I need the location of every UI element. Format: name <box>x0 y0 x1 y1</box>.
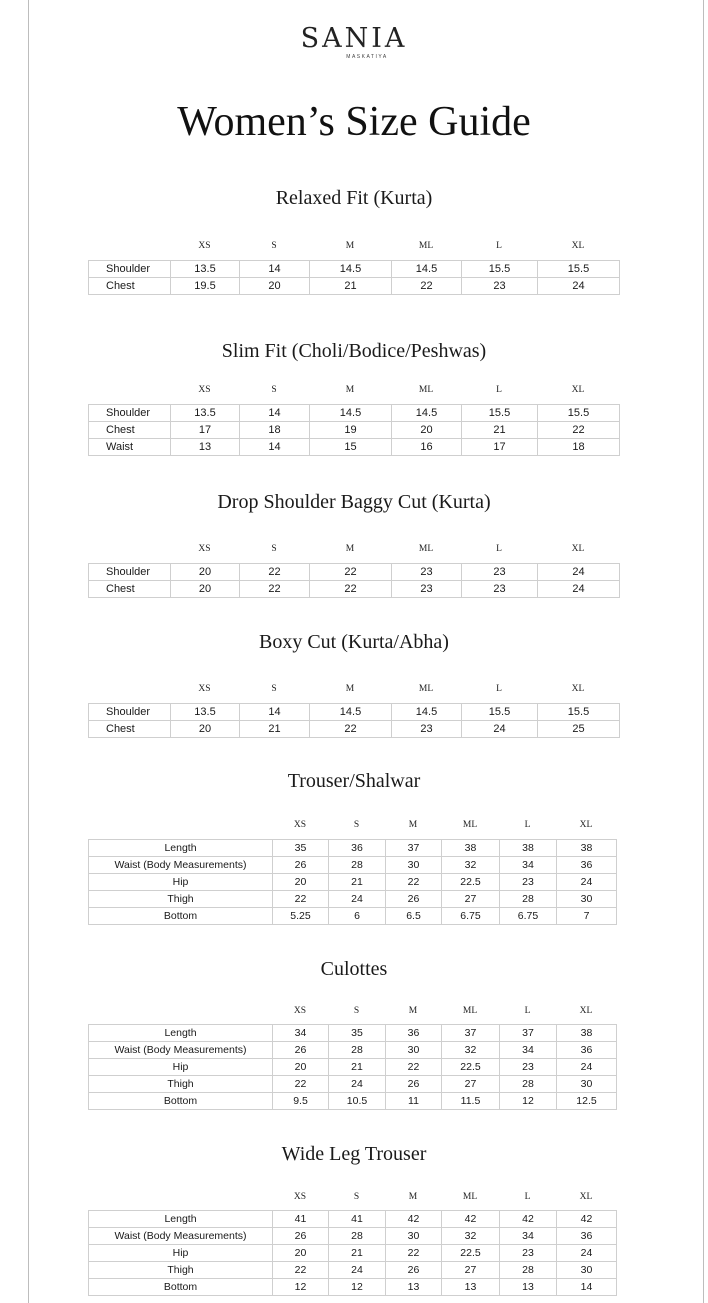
table-row <box>89 278 620 295</box>
section-title-trouser-shalwar: Trouser/Shalwar <box>287 770 421 792</box>
size-header-xs: XS <box>198 241 211 251</box>
measurement-cell: 42 <box>557 1211 617 1228</box>
measurement-cell: 27 <box>442 1076 500 1093</box>
size-header-s: S <box>271 544 277 554</box>
measurement-cell: 14 <box>557 1279 617 1296</box>
measurement-cell: 23 <box>462 581 538 598</box>
table-row <box>89 1279 617 1296</box>
measurement-cell: 11.5 <box>442 1093 500 1110</box>
measurement-cell: 15.5 <box>538 704 620 721</box>
measurement-cell: 42 <box>386 1211 442 1228</box>
table-row <box>89 1093 617 1110</box>
measurement-cell: 14 <box>240 439 310 456</box>
measurement-cell: 14 <box>240 405 310 422</box>
brand-name: SANIA <box>300 23 408 54</box>
size-header-xs: XS <box>293 820 307 830</box>
size-table-relaxed-fit-kurta <box>88 260 620 295</box>
table-row <box>89 1211 617 1228</box>
measurement-cell: 22 <box>310 581 392 598</box>
size-header-xl: XL <box>579 820 593 830</box>
size-header-s: S <box>353 1192 360 1202</box>
measurement-cell: 17 <box>171 422 240 439</box>
row-label: Shoulder <box>89 405 171 422</box>
table-row <box>89 581 620 598</box>
measurement-cell: 37 <box>442 1025 500 1042</box>
measurement-cell: 36 <box>329 840 386 857</box>
measurement-cell: 21 <box>310 278 392 295</box>
table-row <box>89 1228 617 1245</box>
measurement-cell: 13 <box>386 1279 442 1296</box>
measurement-cell: 41 <box>329 1211 386 1228</box>
measurement-cell: 15.5 <box>462 704 538 721</box>
row-label: Chest <box>89 422 171 439</box>
measurement-cell: 30 <box>386 1228 442 1245</box>
size-header-l: L <box>524 820 531 830</box>
size-header-xs: XS <box>293 1006 307 1016</box>
brand-logo <box>0 24 708 60</box>
measurement-cell: 6.75 <box>500 908 557 925</box>
measurement-cell: 15 <box>310 439 392 456</box>
measurement-cell: 35 <box>329 1025 386 1042</box>
measurement-cell: 20 <box>273 1059 329 1076</box>
measurement-cell: 30 <box>386 857 442 874</box>
measurement-cell: 12.5 <box>557 1093 617 1110</box>
measurement-cell: 22 <box>240 581 310 598</box>
measurement-cell: 26 <box>386 1076 442 1093</box>
measurement-cell: 23 <box>500 1059 557 1076</box>
table-row <box>89 439 620 456</box>
measurement-cell: 19.5 <box>171 278 240 295</box>
measurement-cell: 38 <box>557 1025 617 1042</box>
measurement-cell: 13.5 <box>171 405 240 422</box>
row-label: Bottom <box>89 1093 273 1110</box>
size-table-slim-fit-choli-bodice-peshwas <box>88 404 620 456</box>
size-header-s: S <box>271 241 277 251</box>
measurement-cell: 38 <box>557 840 617 857</box>
size-header-ml: ML <box>418 684 434 694</box>
measurement-cell: 28 <box>329 1228 386 1245</box>
table-row <box>89 874 617 891</box>
measurement-cell: 28 <box>329 1042 386 1059</box>
size-header-ml: ML <box>418 241 434 251</box>
measurement-cell: 28 <box>500 1076 557 1093</box>
row-label: Chest <box>89 581 171 598</box>
measurement-cell: 22 <box>386 1059 442 1076</box>
measurement-cell: 20 <box>171 581 240 598</box>
measurement-cell: 34 <box>500 1042 557 1059</box>
measurement-cell: 22 <box>273 1076 329 1093</box>
row-label: Bottom <box>89 908 273 925</box>
size-table-trouser-shalwar <box>88 839 617 925</box>
table-row <box>89 891 617 908</box>
measurement-cell: 36 <box>557 857 617 874</box>
size-header-m: M <box>408 1192 418 1202</box>
table-row <box>89 908 617 925</box>
measurement-cell: 16 <box>392 439 462 456</box>
size-header-xl: XL <box>579 1192 593 1202</box>
size-header-l: L <box>496 684 502 694</box>
row-label: Thigh <box>89 1262 273 1279</box>
row-label: Hip <box>89 874 273 891</box>
measurement-cell: 36 <box>386 1025 442 1042</box>
measurement-cell: 14.5 <box>310 261 392 278</box>
size-header-xs: XS <box>198 544 211 554</box>
measurement-cell: 20 <box>392 422 462 439</box>
measurement-cell: 14.5 <box>392 405 462 422</box>
measurement-cell: 17 <box>462 439 538 456</box>
measurement-cell: 34 <box>500 1228 557 1245</box>
measurement-cell: 22 <box>386 874 442 891</box>
row-label: Waist (Body Measurements) <box>89 1042 273 1059</box>
measurement-cell: 6.5 <box>386 908 442 925</box>
measurement-cell: 22 <box>240 564 310 581</box>
section-title-culottes: Culottes <box>320 958 388 980</box>
measurement-cell: 24 <box>557 1245 617 1262</box>
page-title: Women’s Size Guide <box>177 99 531 145</box>
size-header-l: L <box>496 544 502 554</box>
row-label: Shoulder <box>89 261 171 278</box>
size-header-m: M <box>345 544 355 554</box>
measurement-cell: 22.5 <box>442 874 500 891</box>
measurement-cell: 10.5 <box>329 1093 386 1110</box>
measurement-cell: 24 <box>538 564 620 581</box>
measurement-cell: 22 <box>273 891 329 908</box>
measurement-cell: 21 <box>329 1059 386 1076</box>
size-header-xs: XS <box>198 385 211 395</box>
measurement-cell: 18 <box>240 422 310 439</box>
measurement-cell: 15.5 <box>538 405 620 422</box>
measurement-cell: 14.5 <box>310 704 392 721</box>
measurement-cell: 24 <box>329 1262 386 1279</box>
measurement-cell: 22 <box>538 422 620 439</box>
measurement-cell: 11 <box>386 1093 442 1110</box>
measurement-cell: 12 <box>500 1093 557 1110</box>
size-header-ml: ML <box>462 1192 478 1202</box>
table-row <box>89 1042 617 1059</box>
row-label: Length <box>89 1025 273 1042</box>
measurement-cell: 14 <box>240 704 310 721</box>
measurement-cell: 42 <box>500 1211 557 1228</box>
measurement-cell: 19 <box>310 422 392 439</box>
size-header-xl: XL <box>571 684 585 694</box>
size-table-culottes <box>88 1024 617 1110</box>
size-header-xs: XS <box>198 684 211 694</box>
measurement-cell: 26 <box>386 1262 442 1279</box>
measurement-cell: 23 <box>392 581 462 598</box>
measurement-cell: 24 <box>329 1076 386 1093</box>
size-header-ml: ML <box>462 820 478 830</box>
measurement-cell: 13 <box>442 1279 500 1296</box>
measurement-cell: 22 <box>386 1245 442 1262</box>
measurement-cell: 38 <box>500 840 557 857</box>
table-row <box>89 721 620 738</box>
table-row <box>89 840 617 857</box>
measurement-cell: 24 <box>557 874 617 891</box>
size-header-m: M <box>345 241 355 251</box>
measurement-cell: 30 <box>557 1262 617 1279</box>
measurement-cell: 22 <box>273 1262 329 1279</box>
measurement-cell: 21 <box>240 721 310 738</box>
measurement-cell: 28 <box>329 857 386 874</box>
measurement-cell: 13 <box>500 1279 557 1296</box>
measurement-cell: 15.5 <box>462 405 538 422</box>
measurement-cell: 41 <box>273 1211 329 1228</box>
size-header-ml: ML <box>462 1006 478 1016</box>
table-row <box>89 422 620 439</box>
measurement-cell: 14.5 <box>392 704 462 721</box>
measurement-cell: 14.5 <box>392 261 462 278</box>
size-header-l: L <box>524 1006 531 1016</box>
measurement-cell: 21 <box>329 874 386 891</box>
size-header-ml: ML <box>418 385 434 395</box>
row-label: Shoulder <box>89 564 171 581</box>
measurement-cell: 28 <box>500 891 557 908</box>
measurement-cell: 30 <box>557 891 617 908</box>
measurement-cell: 6 <box>329 908 386 925</box>
size-table-drop-shoulder-baggy-cut-kurta <box>88 563 620 598</box>
section-title-wide-leg-trouser: Wide Leg Trouser <box>281 1143 427 1165</box>
section-title-relaxed-fit-kurta: Relaxed Fit (Kurta) <box>275 187 433 209</box>
measurement-cell: 36 <box>557 1228 617 1245</box>
table-row <box>89 1076 617 1093</box>
measurement-cell: 13.5 <box>171 261 240 278</box>
measurement-cell: 12 <box>329 1279 386 1296</box>
size-table-boxy-cut-kurta-abha <box>88 703 620 738</box>
measurement-cell: 24 <box>462 721 538 738</box>
measurement-cell: 21 <box>462 422 538 439</box>
measurement-cell: 21 <box>329 1245 386 1262</box>
measurement-cell: 28 <box>500 1262 557 1279</box>
measurement-cell: 15.5 <box>462 261 538 278</box>
table-row <box>89 564 620 581</box>
measurement-cell: 22 <box>392 278 462 295</box>
size-header-xl: XL <box>579 1006 593 1016</box>
table-row <box>89 704 620 721</box>
measurement-cell: 36 <box>557 1042 617 1059</box>
row-label: Shoulder <box>89 704 171 721</box>
measurement-cell: 34 <box>500 857 557 874</box>
row-label: Thigh <box>89 891 273 908</box>
measurement-cell: 27 <box>442 891 500 908</box>
measurement-cell: 7 <box>557 908 617 925</box>
measurement-cell: 23 <box>500 874 557 891</box>
table-row <box>89 1245 617 1262</box>
measurement-cell: 20 <box>171 721 240 738</box>
section-title-boxy-cut-kurta-abha: Boxy Cut (Kurta/Abha) <box>259 631 449 653</box>
row-label: Bottom <box>89 1279 273 1296</box>
row-label: Waist (Body Measurements) <box>89 857 273 874</box>
measurement-cell: 23 <box>462 278 538 295</box>
table-row <box>89 405 620 422</box>
section-title-drop-shoulder-baggy-cut-kurta: Drop Shoulder Baggy Cut (Kurta) <box>217 491 491 513</box>
measurement-cell: 15.5 <box>538 261 620 278</box>
measurement-cell: 42 <box>442 1211 500 1228</box>
size-header-xl: XL <box>571 241 585 251</box>
measurement-cell: 30 <box>386 1042 442 1059</box>
measurement-cell: 22.5 <box>442 1245 500 1262</box>
measurement-cell: 23 <box>392 564 462 581</box>
measurement-cell: 37 <box>500 1025 557 1042</box>
measurement-cell: 9.5 <box>273 1093 329 1110</box>
measurement-cell: 32 <box>442 857 500 874</box>
row-label: Hip <box>89 1245 273 1262</box>
measurement-cell: 13.5 <box>171 704 240 721</box>
table-row <box>89 1025 617 1042</box>
measurement-cell: 26 <box>386 891 442 908</box>
measurement-cell: 5.25 <box>273 908 329 925</box>
measurement-cell: 23 <box>500 1245 557 1262</box>
row-label: Waist (Body Measurements) <box>89 1228 273 1245</box>
size-header-ml: ML <box>418 544 434 554</box>
measurement-cell: 35 <box>273 840 329 857</box>
measurement-cell: 25 <box>538 721 620 738</box>
table-row <box>89 1059 617 1076</box>
row-label: Waist <box>89 439 171 456</box>
row-label: Hip <box>89 1059 273 1076</box>
measurement-cell: 6.75 <box>442 908 500 925</box>
brand-subtitle: MASKATIYA <box>346 54 388 60</box>
measurement-cell: 20 <box>273 1245 329 1262</box>
measurement-cell: 24 <box>329 891 386 908</box>
size-header-s: S <box>353 820 360 830</box>
measurement-cell: 23 <box>392 721 462 738</box>
row-label: Length <box>89 840 273 857</box>
measurement-cell: 20 <box>240 278 310 295</box>
measurement-cell: 27 <box>442 1262 500 1279</box>
measurement-cell: 22.5 <box>442 1059 500 1076</box>
section-title-slim-fit-choli-bodice-peshwas: Slim Fit (Choli/Bodice/Peshwas) <box>221 340 487 362</box>
measurement-cell: 26 <box>273 1042 329 1059</box>
size-header-xs: XS <box>293 1192 307 1202</box>
size-header-xl: XL <box>571 544 585 554</box>
measurement-cell: 13 <box>171 439 240 456</box>
size-header-m: M <box>345 385 355 395</box>
size-header-m: M <box>345 684 355 694</box>
size-header-s: S <box>271 684 277 694</box>
measurement-cell: 22 <box>310 721 392 738</box>
measurement-cell: 24 <box>538 581 620 598</box>
size-header-s: S <box>353 1006 360 1016</box>
size-table-wide-leg-trouser <box>88 1210 617 1296</box>
measurement-cell: 26 <box>273 857 329 874</box>
measurement-cell: 22 <box>310 564 392 581</box>
measurement-cell: 18 <box>538 439 620 456</box>
row-label: Length <box>89 1211 273 1228</box>
measurement-cell: 24 <box>538 278 620 295</box>
size-header-xl: XL <box>571 385 585 395</box>
row-label: Chest <box>89 278 171 295</box>
measurement-cell: 30 <box>557 1076 617 1093</box>
measurement-cell: 37 <box>386 840 442 857</box>
table-row <box>89 261 620 278</box>
size-header-l: L <box>496 241 502 251</box>
measurement-cell: 38 <box>442 840 500 857</box>
measurement-cell: 14.5 <box>310 405 392 422</box>
measurement-cell: 24 <box>557 1059 617 1076</box>
size-header-l: L <box>496 385 502 395</box>
measurement-cell: 32 <box>442 1228 500 1245</box>
size-header-s: S <box>271 385 277 395</box>
size-header-m: M <box>408 820 418 830</box>
measurement-cell: 20 <box>273 874 329 891</box>
size-header-l: L <box>524 1192 531 1202</box>
measurement-cell: 26 <box>273 1228 329 1245</box>
measurement-cell: 12 <box>273 1279 329 1296</box>
size-header-m: M <box>408 1006 418 1016</box>
measurement-cell: 34 <box>273 1025 329 1042</box>
measurement-cell: 20 <box>171 564 240 581</box>
measurement-cell: 23 <box>462 564 538 581</box>
table-row <box>89 1262 617 1279</box>
row-label: Thigh <box>89 1076 273 1093</box>
row-label: Chest <box>89 721 171 738</box>
measurement-cell: 32 <box>442 1042 500 1059</box>
table-row <box>89 857 617 874</box>
measurement-cell: 14 <box>240 261 310 278</box>
